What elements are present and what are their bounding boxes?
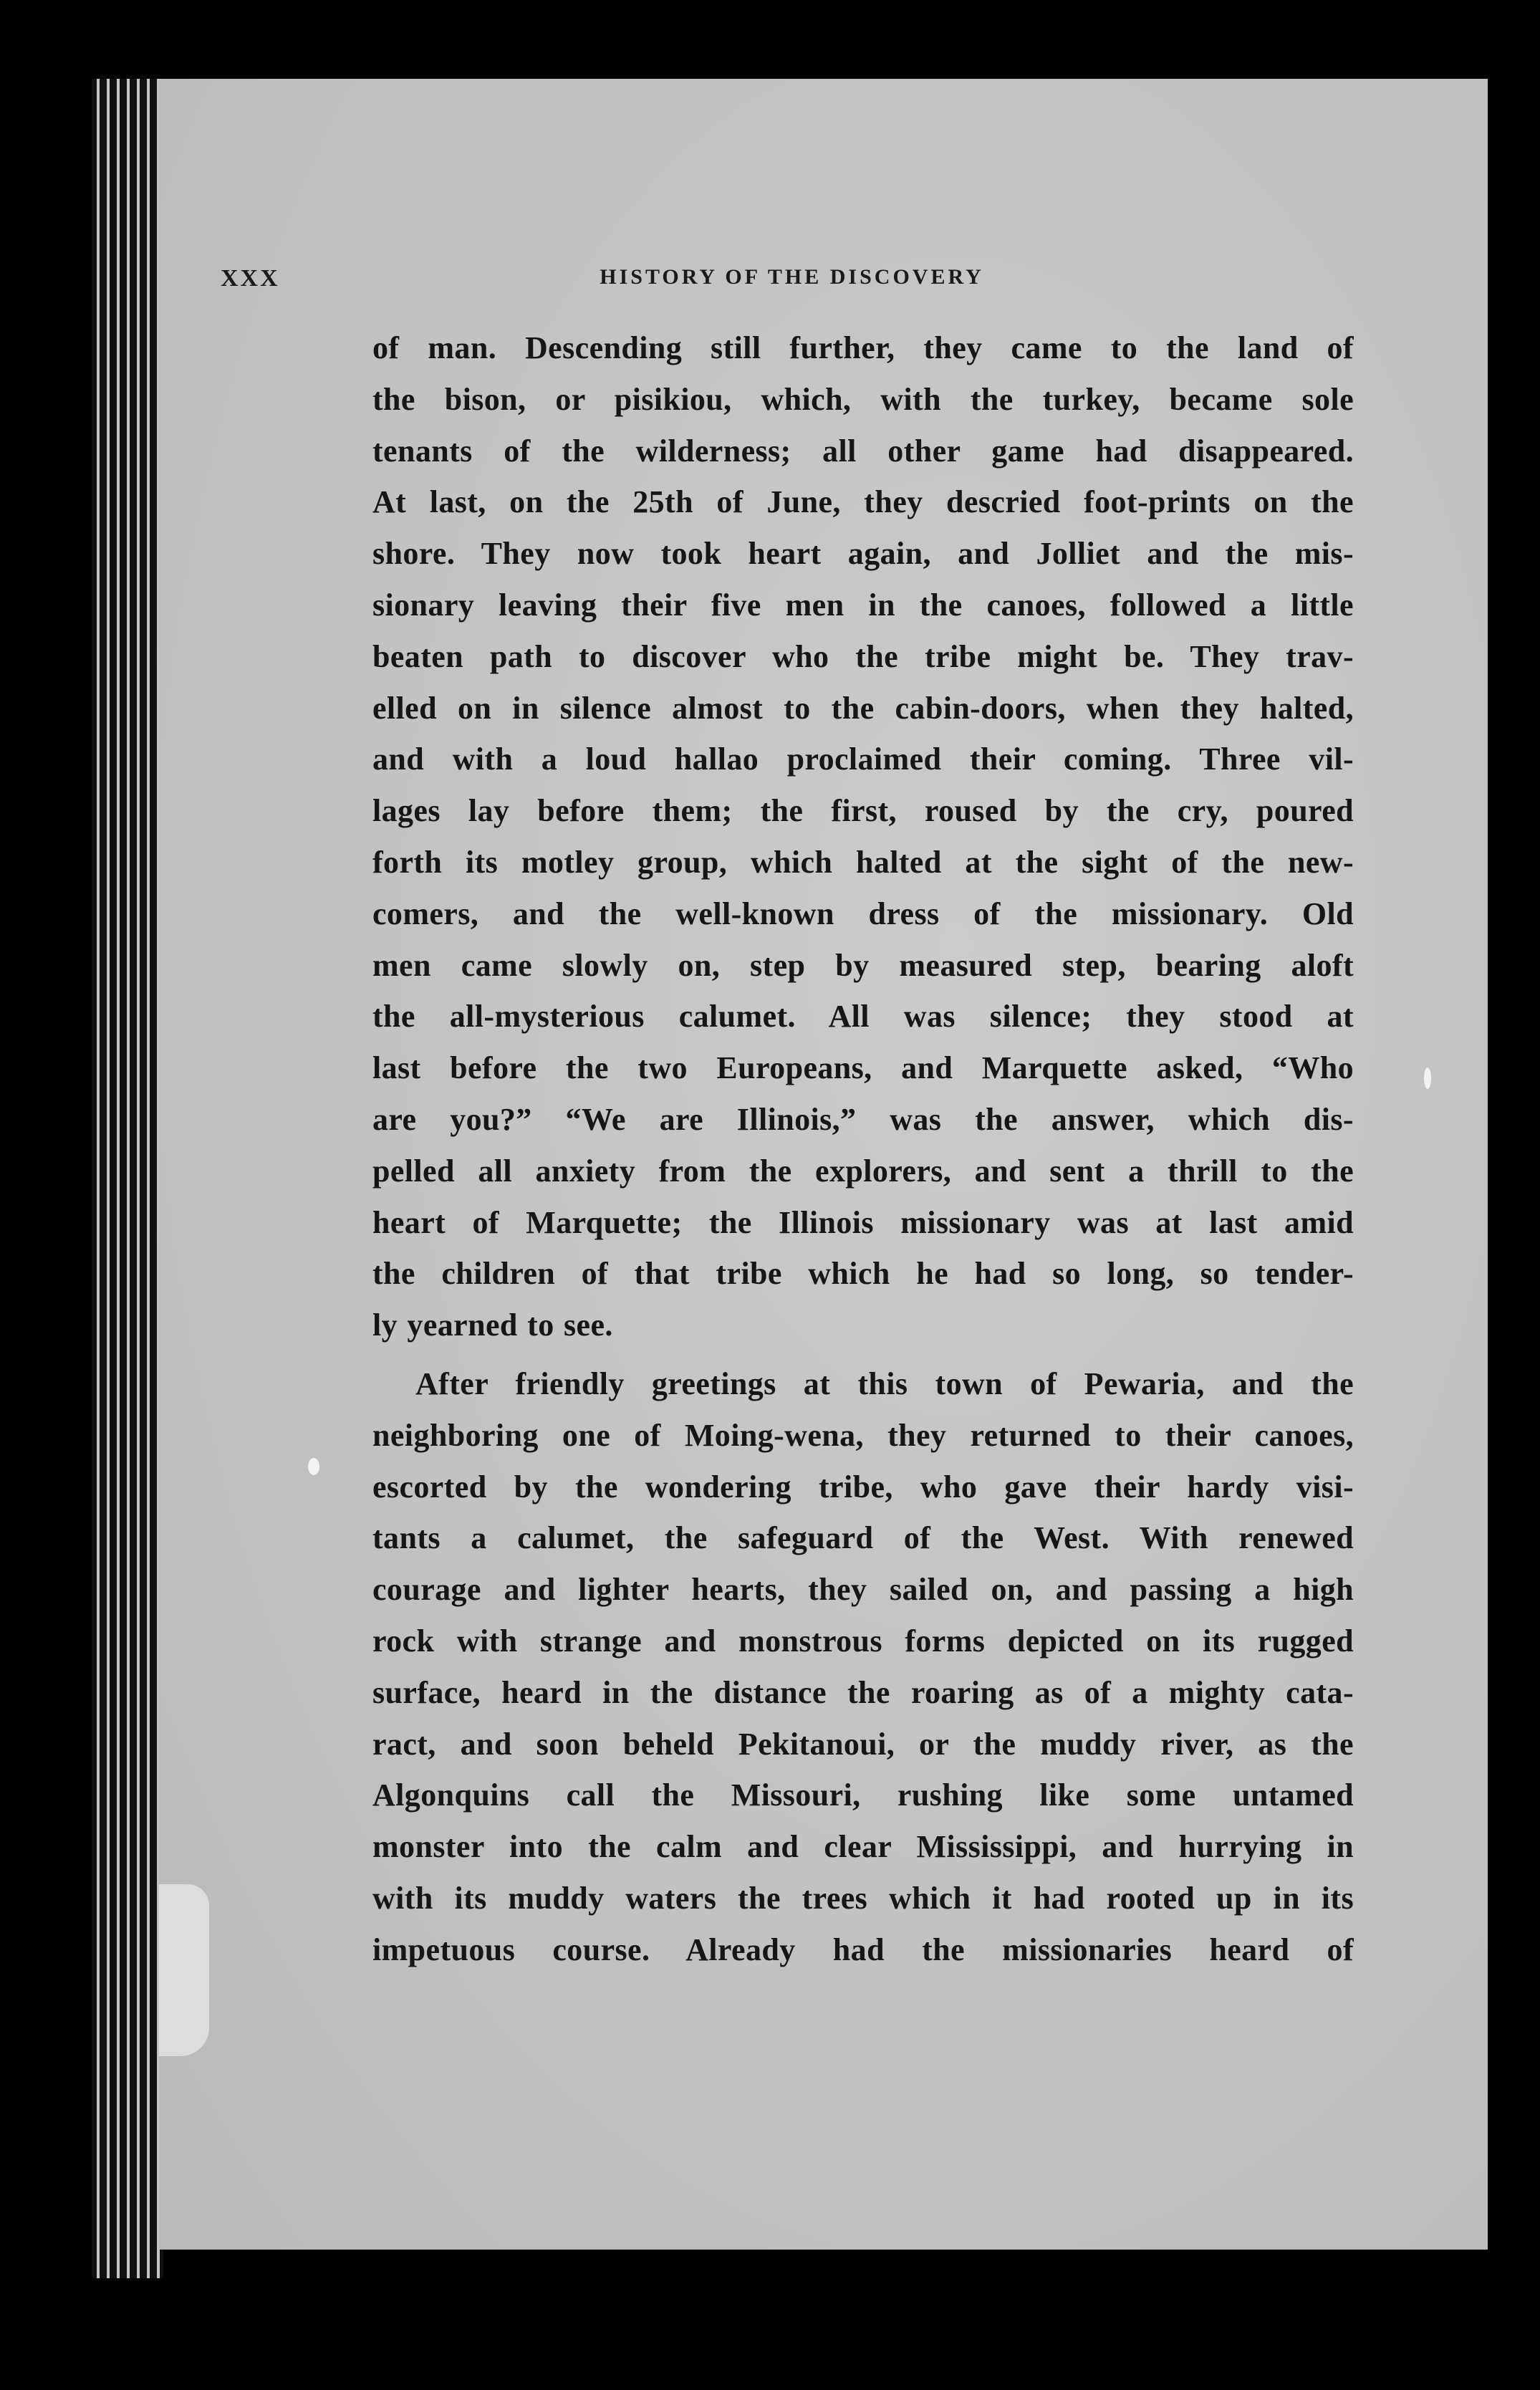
page-folio: XXX [221,265,280,292]
text-line: rock with strange and monstrous forms depicted on its rugged [372,1623,1354,1659]
text-line: the all-mysterious calumet. All was silence; they stood at [372,999,1354,1035]
text-line: tants a calumet, the safeguard of the West. With renewed [372,1520,1354,1556]
text-line: with its muddy waters the trees which it had rooted up in its [372,1880,1354,1916]
text-line: pelled all anxiety from the explorers, and sent a thrill to the [372,1153,1354,1189]
text-line: the bison, or pisikiou, which, with the turkey, became sole [372,381,1354,417]
text-line: At last, on the 25th of June, they descried foot-prints on the [372,484,1354,520]
text-line: beaten path to discover who the tribe might be. They trav- [372,638,1354,674]
text-line: shore. They now took heart again, and Jolliet and the mis- [372,536,1354,572]
paragraph [372,1358,1354,1976]
text-line: neighboring one of Moing-wena, they returned to their canoes, [372,1417,1354,1453]
paragraph-gap [372,1351,1354,1358]
text-line: are you?” “We are Illinois,” was the answer, which dis- [372,1101,1354,1137]
text-line: heart of Marquette; the Illinois missionary was at last amid [372,1204,1354,1240]
text-line: last before the two Europeans, and Marquette asked, “Who [372,1050,1354,1086]
text-line: lages lay before them; the first, roused by the cry, poured [372,793,1354,829]
page-tear [159,1884,209,2056]
text-line: men came slowly on, step by measured step, bearing aloft [372,947,1354,983]
running-head [221,265,1363,294]
ink-speck [1424,1067,1431,1089]
ink-speck [308,1458,319,1475]
text-line: escorted by the wondering tribe, who gave their hardy visi- [372,1469,1354,1504]
page-edges [92,79,163,2278]
text-line: and with a loud hallao proclaimed their coming. Three vil- [372,742,1354,777]
text-line: surface, heard in the distance the roaring as of a mighty cata- [372,1674,1354,1710]
text-line: ly yearned to see. [372,1307,613,1343]
text-line: ract, and soon beheld Pekitanoui, or the muddy river, as the [372,1726,1354,1762]
text-line: Algonquins call the Missouri, rushing like some untamed [372,1777,1354,1813]
text-line: of man. Descending still further, they came to the land of [372,330,1354,365]
text-line: comers, and the well-known dress of the missionary. Old [372,896,1354,931]
text-line: tenants of the wilderness; all other game had disappeared. [372,433,1354,469]
running-title: HISTORY OF THE DISCOVERY [600,265,984,289]
text-line: sionary leaving their five men in the canoes, followed a little [372,587,1354,623]
text-line: impetuous course. Already had the missionaries heard of [372,1931,1354,1967]
text-line: courage and lighter hearts, they sailed on, and passing a high [372,1572,1354,1608]
text-line: After friendly greetings at this town of Pewaria, and the [415,1366,1354,1401]
text-line: the children of that tribe which he had so long, so tender- [372,1256,1354,1292]
text-line: elled on in silence almost to the cabin-doors, when they halted, [372,690,1354,726]
body-text [372,322,1354,1976]
text-line: monster into the calm and clear Mississippi, and hurrying in [372,1829,1354,1865]
text-line: forth its motley group, which halted at the sight of the new- [372,844,1354,880]
paragraph [372,322,1354,1351]
